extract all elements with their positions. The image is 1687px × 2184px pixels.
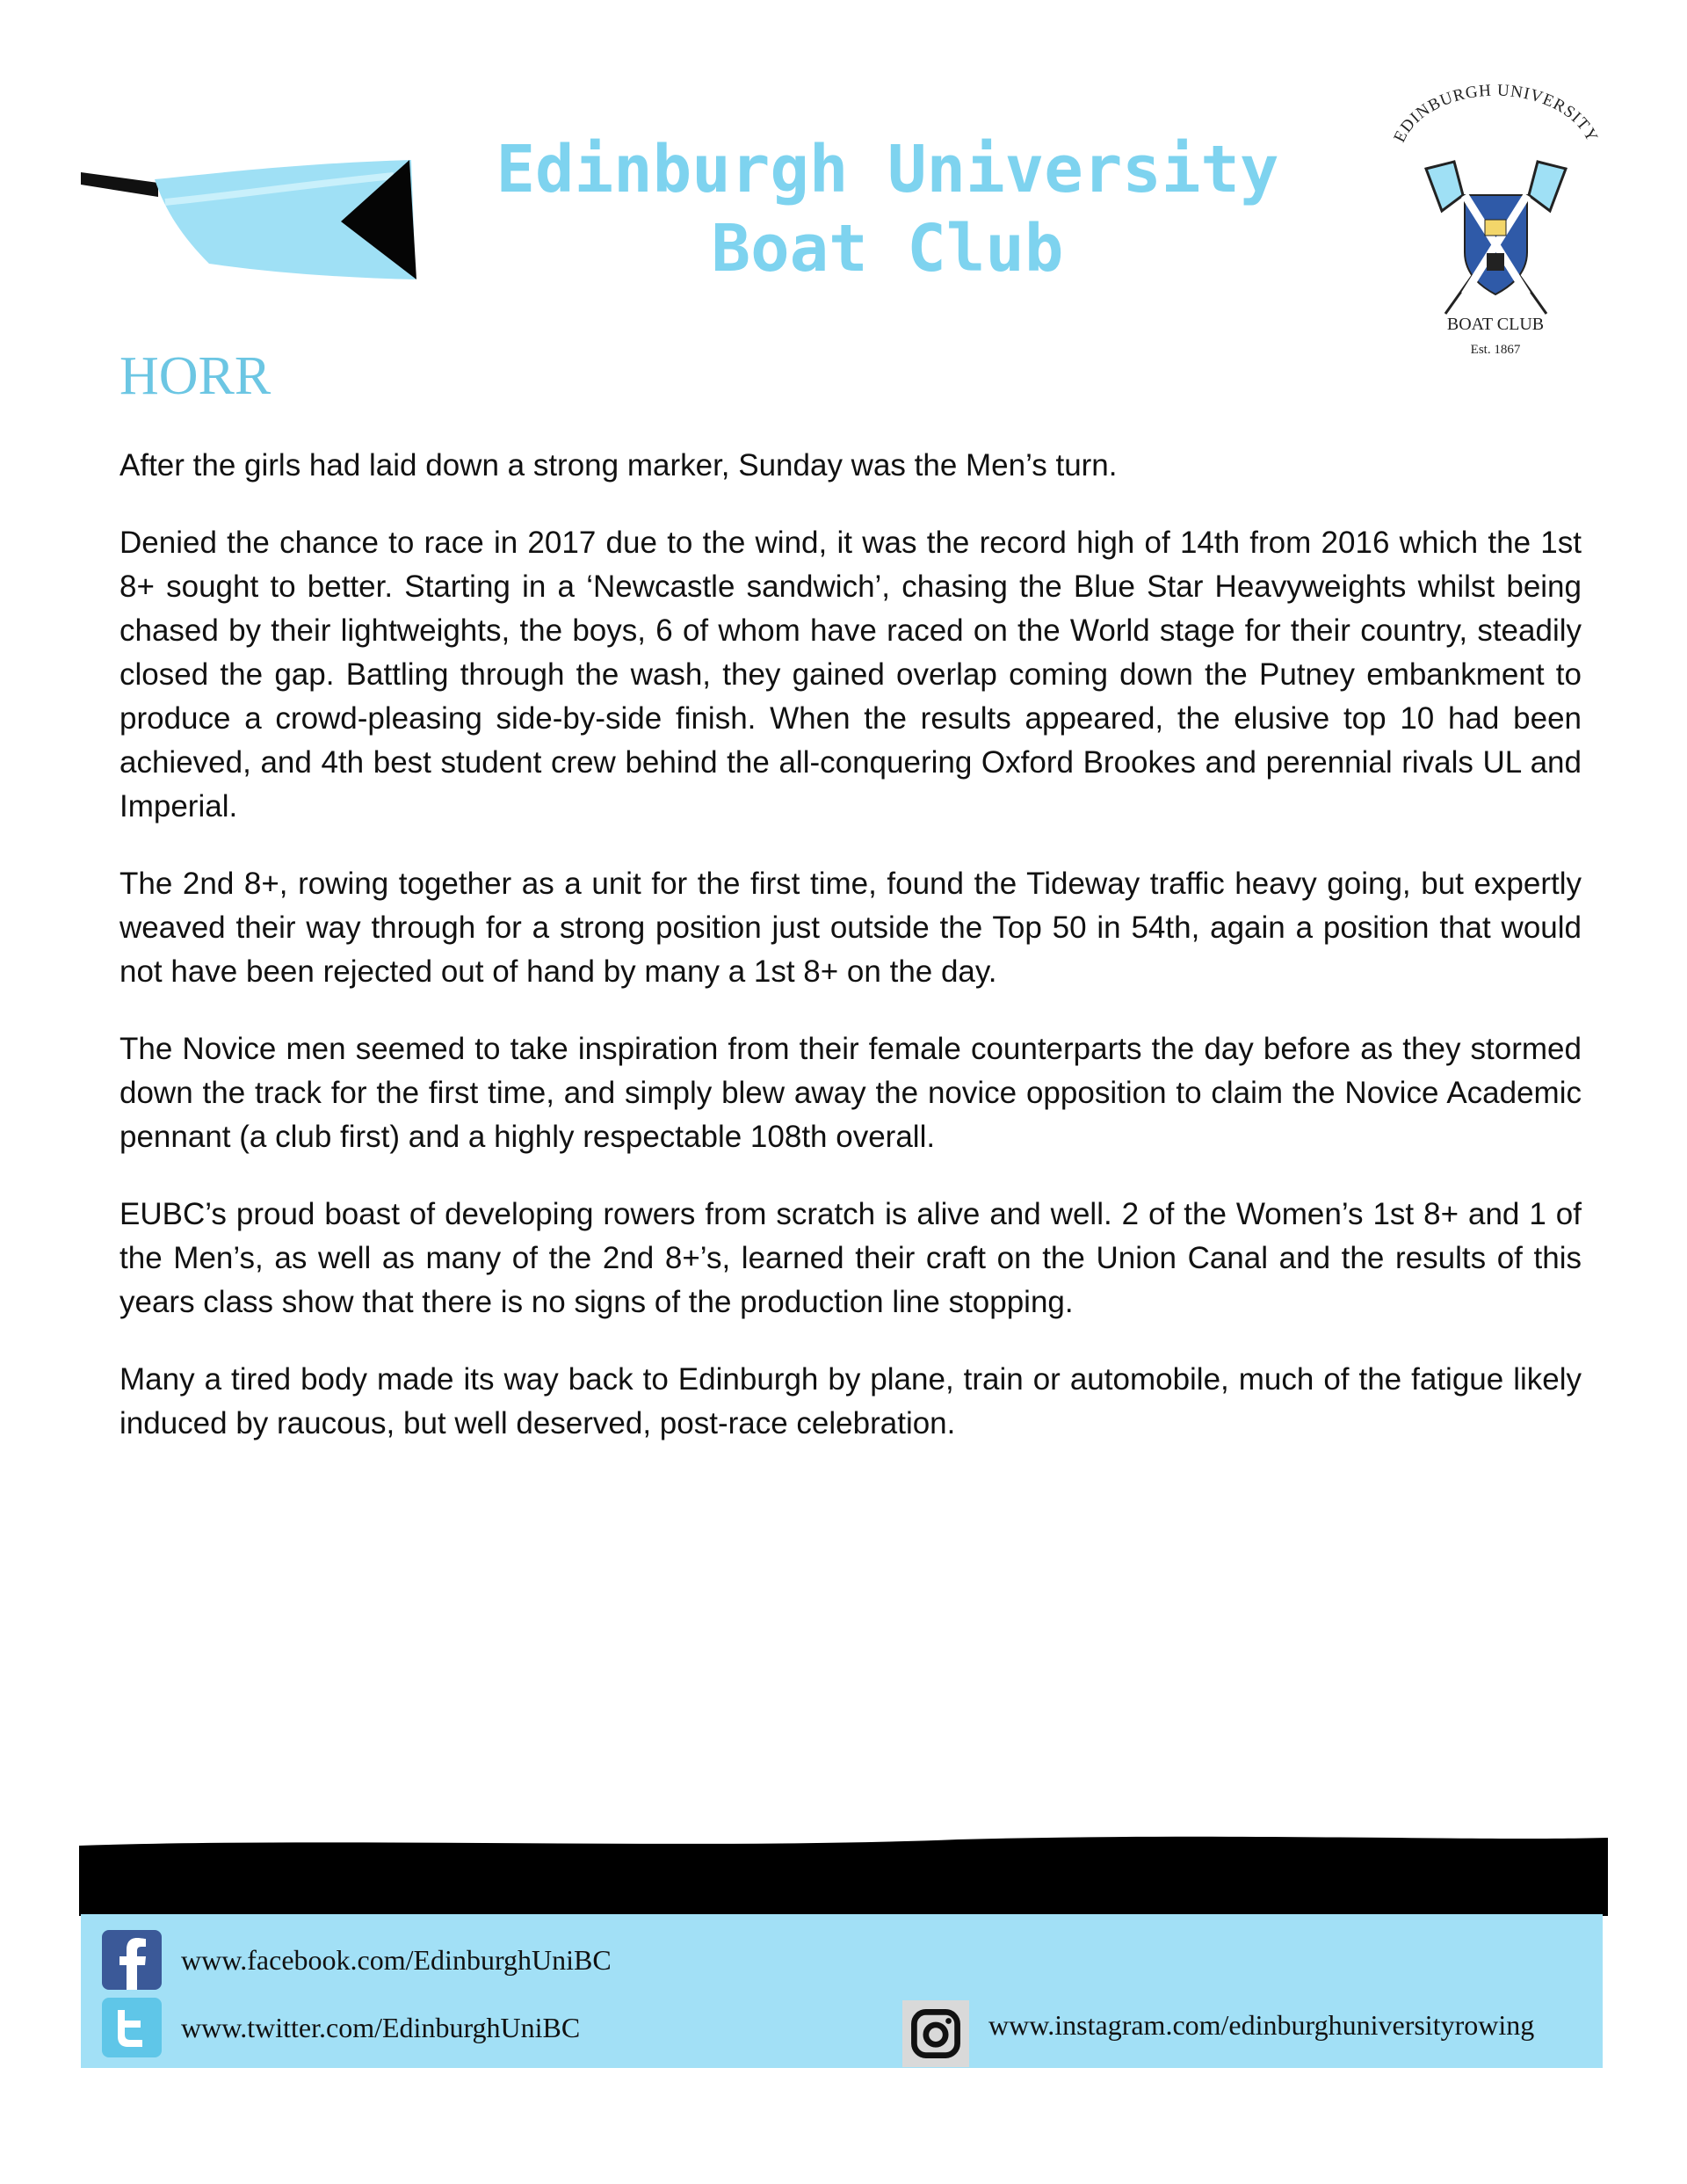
svg-text:EDINBURGH UNIVERSITY — [1390, 82, 1601, 146]
club-crest-icon — [1384, 81, 1608, 371]
twitter-icon — [102, 1998, 162, 2057]
facebook-link-row[interactable] — [102, 1930, 612, 1990]
club-title-line1: Edinburgh University — [496, 132, 1279, 207]
crest-established: Est. 1867 — [1470, 343, 1521, 357]
article-heading: HORR — [119, 346, 272, 406]
facebook-icon — [102, 1930, 162, 1990]
twitter-url[interactable]: www.twitter.com/EdinburghUniBC — [181, 2011, 581, 2043]
club-title-line2: Boat Club — [711, 211, 1064, 287]
facebook-url[interactable]: www.facebook.com/EdinburghUniBC — [181, 1943, 612, 1976]
article-paragraph: Many a tired body made its way back to Edinburgh by plane, train or automobile, much of the fatigue likely induced by raucous, but well deserved, post-race celebration. — [119, 1362, 1582, 1440]
article-paragraph: EUBC’s proud boast of developing rowers from scratch is alive and well. 2 of the Women’s 1st 8+ and 1 of the Men’s, as well as many of the 2nd 8+’s, learned their craft on the Union Canal and the results of this years class show that there is no signs of the production line stopping. — [119, 1197, 1582, 1319]
instagram-icon — [902, 2000, 969, 2067]
footer — [81, 1914, 1603, 2068]
crest-arc-text: EDINBURGH UNIVERSITY — [1390, 81, 1602, 146]
article-paragraph: After the girls had laid down a strong marker, Sunday was the Men’s turn. — [119, 448, 1118, 483]
article-paragraph: Denied the chance to race in 2017 due to the wind, it was the record high of 14th from 2016 which the 1st 8+ sought to better. Starting in a ‘Newcastle sandwich’, chasing the Blue Star Heavyweights whilst being chased by their lightweights, the boys, 6 of whom have raced on the World stage for their country, steadily closed the gap. Battling through the wash, they gained overlap coming down the Putney embankment to produce a crowd-pleasing side-by-side finish. When the results appeared, the elusive top 10 had been achieved, and 4th best student crew behind the all-conquering Oxford Brookes and perennial rivals UL and Imperial. — [119, 526, 1582, 824]
twitter-link-row[interactable] — [102, 1998, 580, 2057]
article-paragraph: The 2nd 8+, rowing together as a unit for the first time, found the Tideway traffic heavy going, but expertly weaved their way through for a strong position just outside the Top 50 in 54th, again a position that would not have been rejected out of hand by many a 1st 8+ on the day. — [119, 867, 1582, 989]
instagram-url[interactable]: www.instagram.com/edinburghuniversityrowing — [988, 2008, 1535, 2041]
article-body — [119, 444, 1582, 1479]
crest-label: BOAT CLUB — [1446, 315, 1545, 334]
footer-divider-band — [79, 1832, 1608, 1916]
instagram-link-row[interactable] — [902, 2000, 1534, 2067]
article-paragraph: The Novice men seemed to take inspiration from their female counterparts the day before as they stormed down the track for the first time, and simply blew away the novice opposition to claim the Novice Academic pennant (a club first) and a highly respectable 108th overall. — [119, 1032, 1582, 1154]
